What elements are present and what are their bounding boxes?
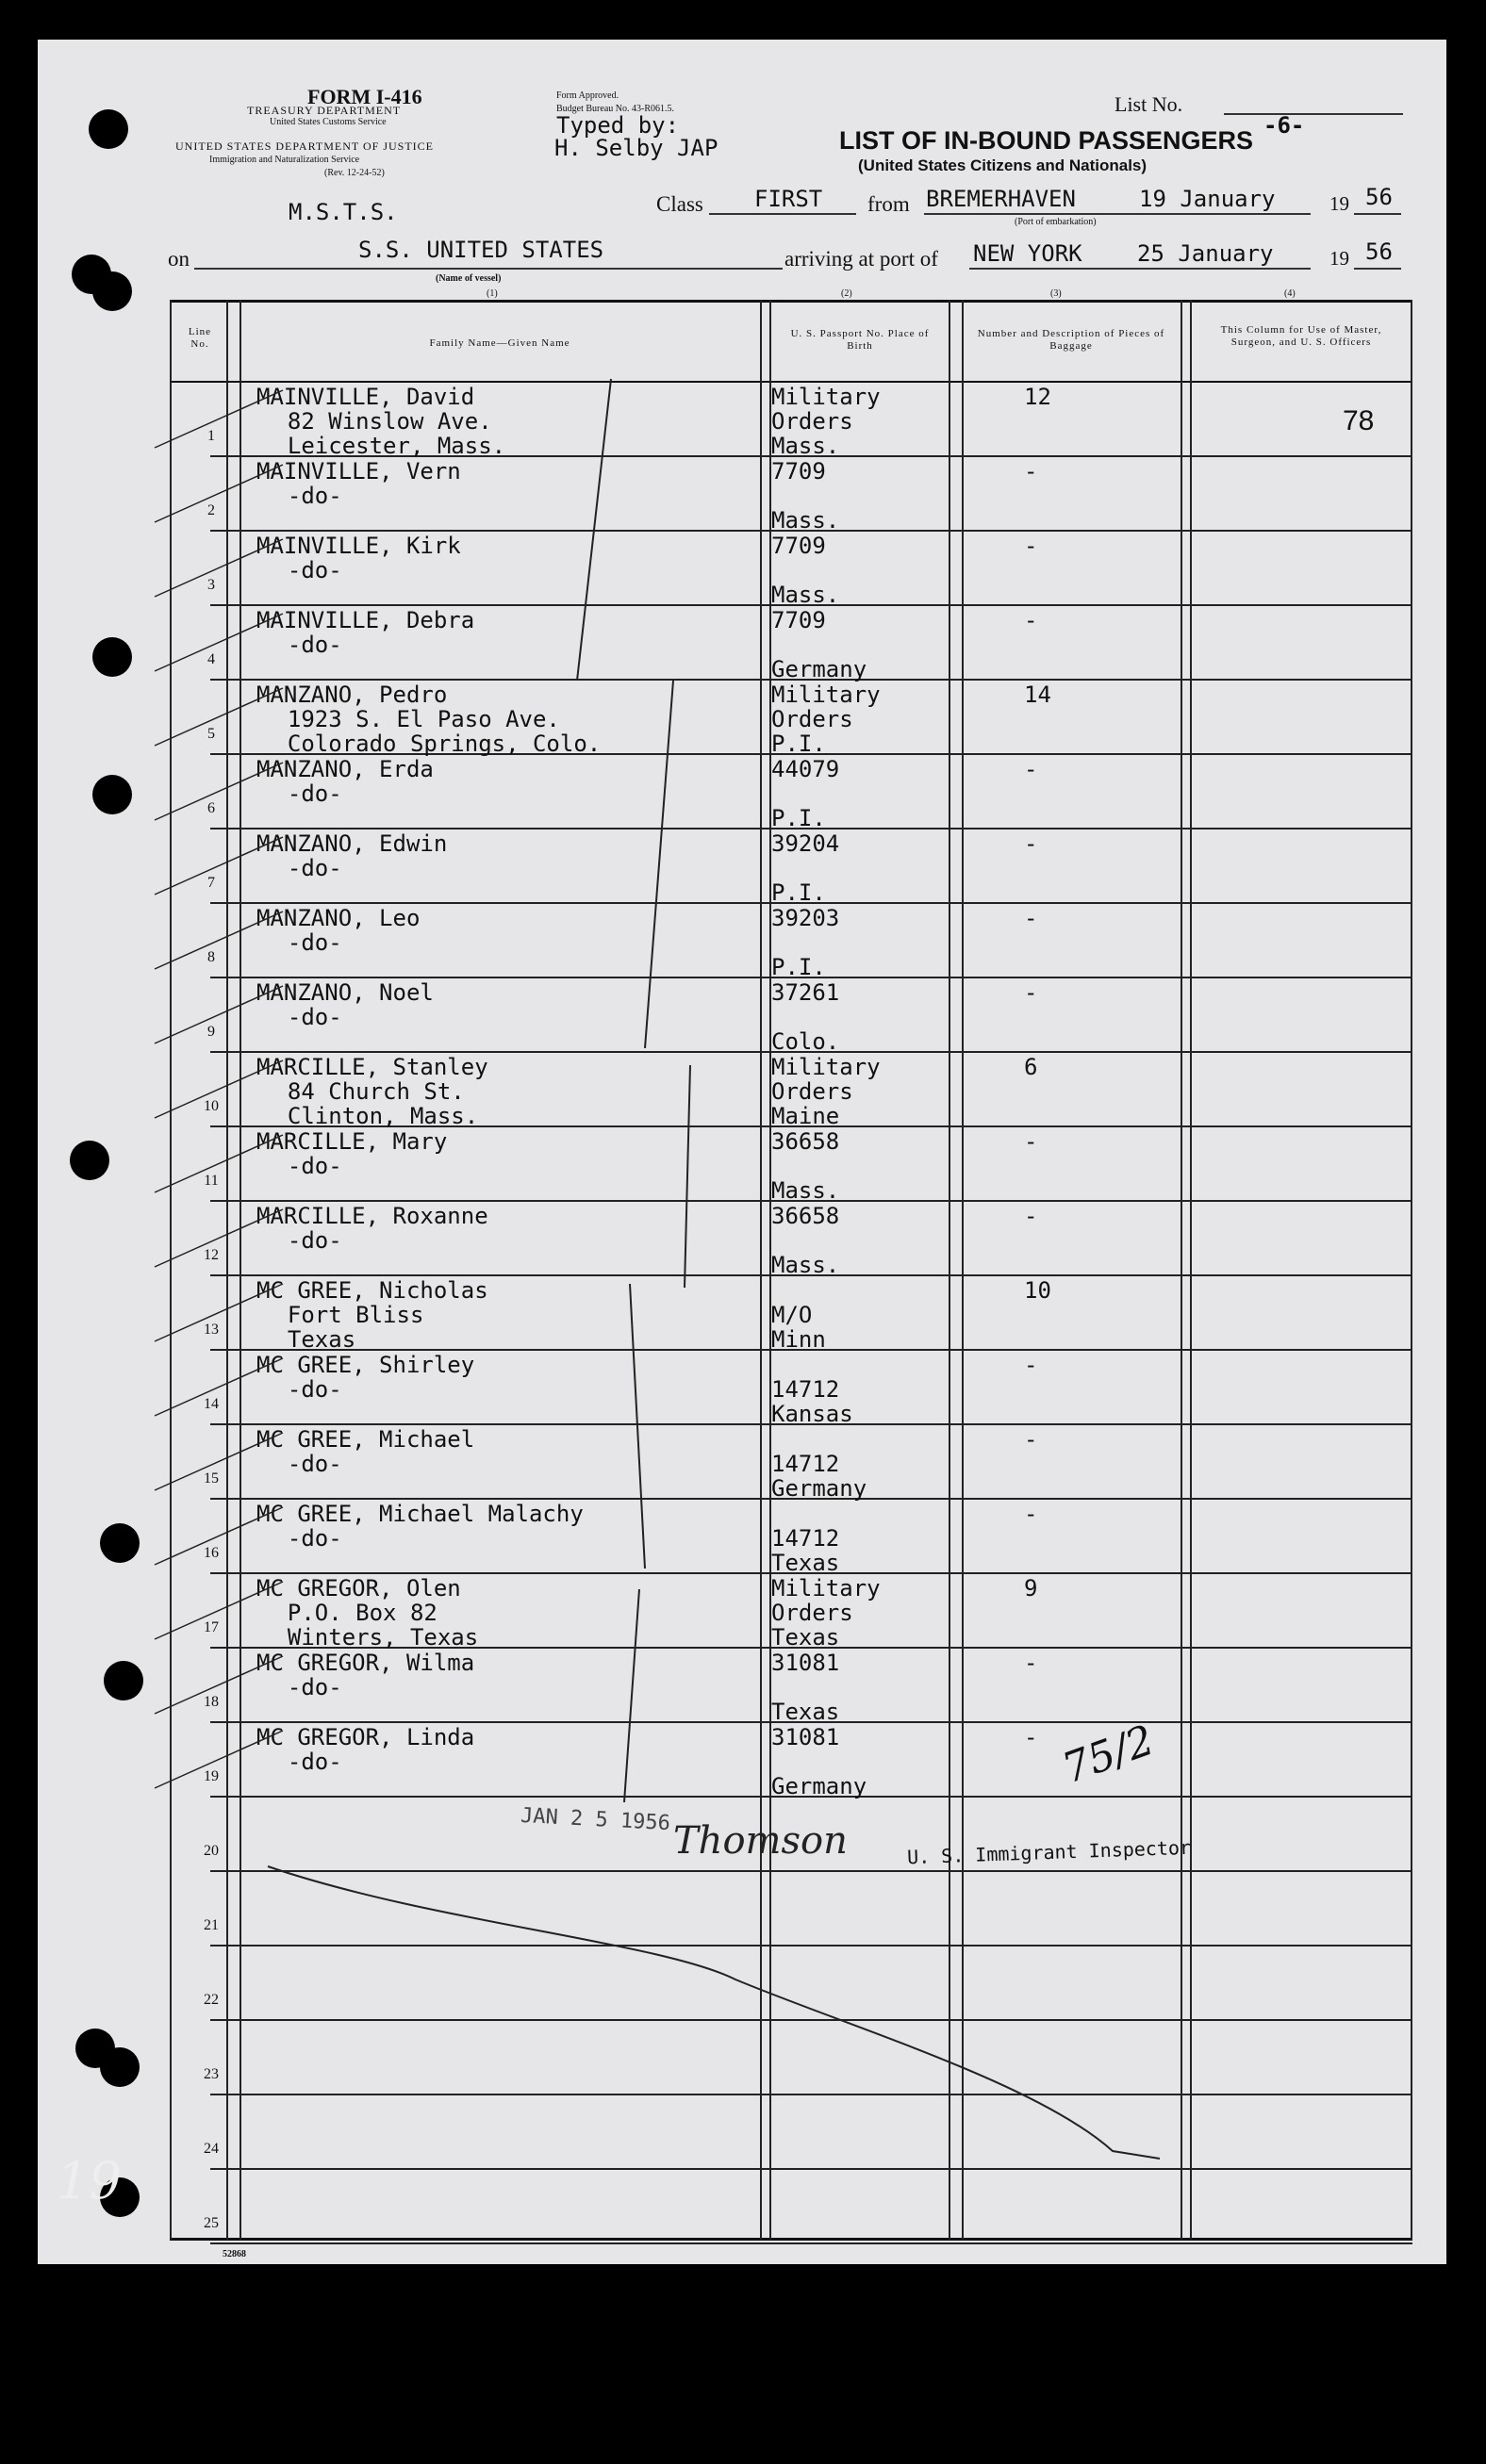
passport-number: 14712 (771, 1376, 840, 1403)
passenger-detail: -do- (260, 1004, 342, 1030)
baggage-count: 10 (1024, 1277, 1051, 1304)
form-approved: Form Approved. (556, 90, 619, 101)
passenger-detail: -do- (260, 855, 342, 881)
passenger-detail: Leicester, Mass. (260, 433, 506, 459)
customs-service: United States Customs Service (270, 117, 387, 127)
line-number: 14 (204, 1396, 219, 1412)
passport-number: 14712 (771, 1525, 840, 1552)
baggage-count: - (1024, 533, 1038, 559)
place-of-birth: Mass. (771, 507, 840, 534)
line-number: 19 (204, 1768, 219, 1784)
check-mark (155, 1433, 283, 1490)
place-of-birth: Germany (771, 1475, 867, 1502)
passenger-detail: 82 Winslow Ave. (260, 408, 492, 435)
typist: H. Selby JAP (554, 135, 718, 161)
form-code: 52868 (223, 2249, 246, 2259)
justice-dept: UNITED STATES DEPARTMENT OF JUSTICE (175, 140, 435, 153)
check-mark (155, 614, 283, 671)
arriving-label: arriving at port of (784, 247, 938, 271)
check-mark (155, 1656, 283, 1714)
list-no: -6- (1263, 112, 1305, 139)
passenger-detail: -do- (260, 929, 342, 956)
header-passport: U. S. Passport No. Place of Birth (790, 328, 930, 352)
passenger-detail: -do- (260, 1376, 342, 1403)
place-of-birth: P.I. (771, 879, 826, 906)
baggage-count: - (1024, 830, 1038, 857)
year-prefix-2: 19 (1329, 247, 1349, 270)
passenger-detail: -do- (260, 1749, 342, 1775)
baggage-count: - (1024, 1203, 1038, 1229)
col-num-1: (1) (487, 288, 498, 299)
check-mark (155, 1135, 283, 1192)
header-baggage: Number and Description of Pieces of Baggage (977, 328, 1165, 352)
passenger-name: MC GREE, Michael (256, 1426, 475, 1453)
baggage-count: - (1024, 905, 1038, 931)
place-of-birth: Mass. (771, 1252, 840, 1278)
check-mark (155, 688, 283, 746)
check-mark (155, 390, 283, 448)
passenger-detail: -do- (260, 780, 342, 807)
baggage-count: 14 (1024, 682, 1051, 708)
check-mark (155, 465, 283, 522)
embark-year: 56 (1365, 184, 1393, 210)
line-number: 12 (204, 1247, 219, 1263)
cancel-line (268, 1866, 1160, 2159)
treasury-dept: TREASURY DEPARTMENT (247, 104, 402, 117)
line-number: 18 (204, 1694, 219, 1710)
check-mark (155, 912, 283, 969)
revision-date: (Rev. 12-24-52) (324, 168, 385, 178)
check-mark (155, 1358, 283, 1416)
passenger-name: MARCILLE, Stanley (256, 1054, 488, 1080)
line-number: 23 (204, 2066, 219, 2082)
passenger-detail: P.O. Box 82 (260, 1600, 438, 1626)
place-of-birth: Kansas (771, 1401, 853, 1427)
line-number: 5 (207, 726, 215, 742)
baggage-count: - (1024, 1650, 1038, 1676)
line-number: 4 (207, 651, 215, 667)
passenger-detail: -do- (260, 483, 342, 509)
passenger-name: MANZANO, Edwin (256, 830, 448, 857)
date-stamp: JAN 2 5 1956 (520, 1803, 671, 1836)
vessel-name: S.S. UNITED STATES (358, 237, 604, 263)
bracket-stroke (645, 681, 673, 1048)
passenger-name: MANZANO, Erda (256, 756, 434, 782)
bracket-stroke (577, 379, 611, 681)
passenger-name: MC GREE, Nicholas (256, 1277, 488, 1304)
line-number: 8 (207, 949, 215, 965)
passenger-detail: 84 Church St. (260, 1078, 465, 1105)
embark-date: 19 January (1139, 186, 1276, 212)
line-number: 22 (204, 1992, 219, 2008)
passenger-detail: -do- (260, 1227, 342, 1254)
passenger-name: MAINVILLE, Kirk (256, 533, 461, 559)
baggage-count: - (1024, 756, 1038, 782)
line-number: 11 (204, 1173, 219, 1189)
passenger-name: MC GREGOR, Olen (256, 1575, 461, 1602)
passenger-detail: -do- (260, 1525, 342, 1552)
place-of-birth: Colo. (771, 1028, 840, 1055)
col-num-3: (3) (1050, 288, 1062, 299)
passport-number: 39203 (771, 905, 840, 931)
port-embarkation: BREMERHAVEN (926, 186, 1076, 212)
passport-number: Military (771, 682, 881, 708)
document-subtitle: (United States Citizens and Nationals) (858, 156, 1148, 174)
baggage-count: - (1024, 1128, 1038, 1155)
passport-number: 39204 (771, 830, 840, 857)
passenger-detail: Colorado Springs, Colo. (260, 731, 602, 757)
passport-number: Orders (771, 1078, 853, 1105)
baggage-count: - (1024, 1352, 1038, 1378)
header-officers: This Column for Use of Master, Surgeon, and U. S. Officers (1220, 324, 1382, 348)
class-value: FIRST (754, 186, 823, 212)
passenger-name: MC GREGOR, Linda (256, 1724, 475, 1750)
place-of-birth: Mass. (771, 1177, 840, 1204)
baggage-count: - (1024, 1501, 1038, 1527)
passport-number: 44079 (771, 756, 840, 782)
place-of-birth: Mass. (771, 582, 840, 608)
bracket-stroke (630, 1284, 645, 1569)
from-label: from (867, 192, 910, 216)
passport-number: 7709 (771, 607, 826, 633)
baggage-count: - (1024, 607, 1038, 633)
passenger-detail: Texas (260, 1326, 356, 1353)
passport-number: Orders (771, 1600, 853, 1626)
passenger-name: MARCILLE, Roxanne (256, 1203, 488, 1229)
inspector-signature: Thomson (673, 1819, 848, 1863)
baggage-count: 12 (1024, 384, 1051, 410)
passport-number: Military (771, 384, 881, 410)
passenger-detail: -do- (260, 1451, 342, 1477)
place-of-birth: Germany (771, 1773, 867, 1799)
place-of-birth: Texas (771, 1624, 840, 1651)
passport-number: Orders (771, 408, 853, 435)
document-title: LIST OF IN-BOUND PASSENGERS (839, 126, 1254, 155)
line-number: 1 (207, 428, 215, 444)
passport-number: 37261 (771, 979, 840, 1006)
passenger-name: MANZANO, Pedro (256, 682, 448, 708)
line-number: 15 (204, 1470, 219, 1487)
header-name: Family Name—Given Name (429, 337, 570, 349)
place-of-birth: P.I. (771, 731, 826, 757)
bracket-stroke (624, 1589, 639, 1802)
line-number: 25 (204, 2215, 219, 2231)
typed-by-label: Typed by: (556, 112, 680, 139)
line-number: 13 (204, 1322, 219, 1338)
passport-number: 14712 (771, 1451, 840, 1477)
passenger-name: MC GREGOR, Wilma (256, 1650, 475, 1676)
passenger-detail: Fort Bliss (260, 1302, 424, 1328)
passport-number: 7709 (771, 458, 826, 485)
port-caption: (Port of embarkation) (1015, 217, 1097, 227)
passport-number: Orders (771, 706, 853, 732)
passport-number: 36658 (771, 1128, 840, 1155)
ins-service: Immigration and Naturalization Service (209, 155, 360, 165)
arrival-port: NEW YORK (973, 240, 1082, 267)
officer-note: 78 (1343, 405, 1375, 436)
line-number: 17 (204, 1619, 219, 1635)
arrival-date: 25 January (1137, 240, 1274, 267)
line-number: 20 (204, 1843, 219, 1859)
line-number: 3 (207, 577, 215, 593)
baggage-count: - (1024, 1426, 1038, 1453)
passenger-name: MANZANO, Noel (256, 979, 434, 1006)
passport-number: 36658 (771, 1203, 840, 1229)
vessel-caption: (Name of vessel) (436, 273, 502, 284)
passport-number: Military (771, 1575, 881, 1602)
baggage-total: 75/2 (1056, 1716, 1161, 1794)
check-mark (155, 1209, 283, 1267)
passenger-name: MARCILLE, Mary (256, 1128, 448, 1155)
passenger-detail: Clinton, Mass. (260, 1103, 479, 1129)
line-number: 16 (204, 1545, 219, 1561)
check-mark (155, 763, 283, 820)
passenger-name: MC GREE, Michael Malachy (256, 1501, 584, 1527)
passenger-name: MAINVILLE, Debra (256, 607, 475, 633)
baggage-count: - (1024, 979, 1038, 1006)
form-number: FORM I-416 (307, 85, 422, 108)
line-number: 21 (204, 1917, 219, 1933)
arrival-year: 56 (1365, 238, 1393, 265)
baggage-count: 6 (1024, 1054, 1038, 1080)
passenger-detail: -do- (260, 1674, 342, 1700)
place-of-birth: Texas (771, 1550, 840, 1576)
check-mark (155, 1582, 283, 1639)
place-of-birth: Germany (771, 656, 867, 682)
passport-number: 31081 (771, 1650, 840, 1676)
baggage-count: - (1024, 1724, 1038, 1750)
bracket-stroke (685, 1065, 690, 1288)
passenger-detail: -do- (260, 557, 342, 583)
class-label: Class (656, 192, 703, 216)
passenger-name: MANZANO, Leo (256, 905, 421, 931)
place-of-birth: Maine (771, 1103, 840, 1129)
place-of-birth: Mass. (771, 433, 840, 459)
place-of-birth: P.I. (771, 805, 826, 831)
header-line-no: Line No. (188, 326, 212, 350)
check-mark (155, 1731, 283, 1788)
line-number: 7 (207, 875, 215, 891)
passenger-detail: 1923 S. El Paso Ave. (260, 706, 560, 732)
passport-number: M/O (771, 1302, 813, 1328)
passport-number: 31081 (771, 1724, 840, 1750)
place-of-birth: P.I. (771, 954, 826, 980)
col-num-2: (2) (841, 288, 852, 299)
passenger-detail: Winters, Texas (260, 1624, 479, 1651)
check-mark (155, 1507, 283, 1565)
list-no-label: List No. (1114, 92, 1183, 116)
passenger-name: MAINVILLE, David (256, 384, 475, 410)
baggage-count: 9 (1024, 1575, 1038, 1602)
year-prefix: 19 (1329, 192, 1349, 215)
line-number: 24 (204, 2141, 219, 2157)
line-number: 2 (207, 502, 215, 518)
place-of-birth: Minn (771, 1326, 826, 1353)
line-number: 6 (207, 800, 215, 816)
check-mark (155, 1060, 283, 1118)
passenger-name: MC GREE, Shirley (256, 1352, 475, 1378)
place-of-birth: Texas (771, 1699, 840, 1725)
line-number: 9 (207, 1024, 215, 1040)
passenger-detail: -do- (260, 632, 342, 658)
budget-bureau: Budget Bureau No. 43-R061.5. (556, 104, 674, 114)
passenger-detail: -do- (260, 1153, 342, 1179)
check-mark (155, 1284, 283, 1341)
col-num-4: (4) (1284, 288, 1296, 299)
on-label: on (168, 247, 190, 271)
check-mark (155, 837, 283, 895)
check-mark (155, 539, 283, 597)
msts: M.S.T.S. (289, 199, 398, 225)
passenger-name: MAINVILLE, Vern (256, 458, 461, 485)
passport-number: Military (771, 1054, 881, 1080)
margin-note: 19 (57, 2151, 122, 2210)
baggage-count: - (1024, 458, 1038, 485)
check-mark (155, 986, 283, 1043)
inspector-title: U. S. Immigrant Inspector (906, 1835, 1192, 1869)
passport-number: 7709 (771, 533, 826, 559)
line-number: 10 (204, 1098, 219, 1114)
